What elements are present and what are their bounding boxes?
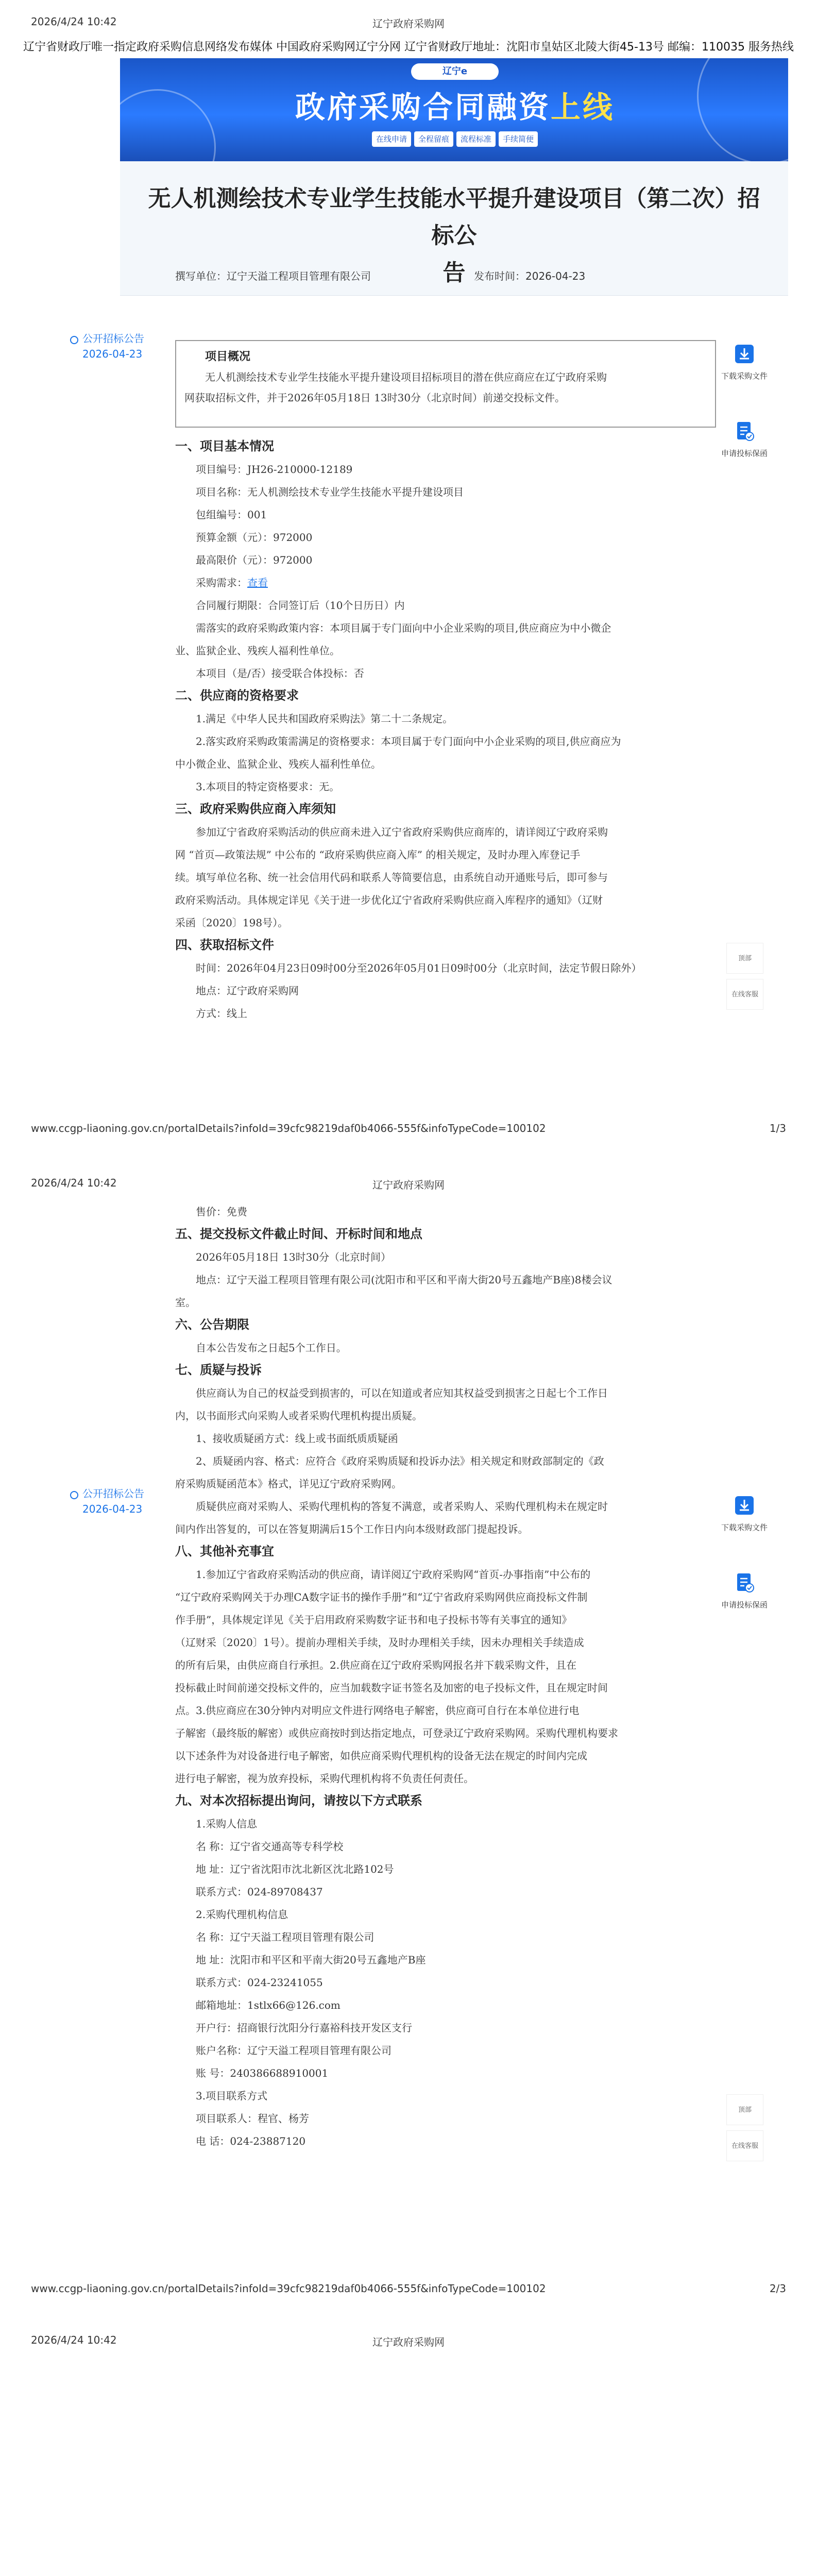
print-header-site: 辽宁政府采购网 — [372, 18, 445, 30]
info-line: 电 话：024-23887120 — [196, 2135, 306, 2147]
guarantee-document-icon — [733, 420, 756, 443]
section-heading: 五、提交投标文件截止时间、开标时间和地点 — [175, 1227, 422, 1241]
info-line: 1.采购人信息 — [196, 1818, 258, 1830]
info-line: 账 号：240386688910001 — [196, 2067, 329, 2079]
overview-text: 无人机测绘技术专业学生技能水平提升建设项目招标项目的潜在供应商应在辽宁政府采购 — [205, 371, 607, 383]
project-overview-box — [175, 340, 716, 428]
online-service-button[interactable]: 在线客服 — [726, 979, 763, 1010]
section-heading: 三、政府采购供应商入库须知 — [175, 802, 336, 816]
sidebar-notice-type[interactable]: 公开招标公告 — [82, 1487, 144, 1500]
info-line: 以下述条件为对设备进行电子解密，如供应商采购代理机构的设备无法在规定的时间内完成 — [175, 1750, 587, 1762]
info-line: 邮箱地址：1stlx66@126.com — [196, 1999, 341, 2011]
print-header-site: 辽宁政府采购网 — [372, 2336, 445, 2348]
sidebar-notice-date: 2026-04-23 — [82, 348, 143, 360]
info-line: 点。3.供应商应在30分钟内对明应文件进行网络电子解密，供应商可自行在本单位进行电 — [175, 1704, 580, 1717]
info-line: 地 址：沈阳市和平区和平南大街20号五鑫地产B座 — [196, 1954, 426, 1966]
info-line: 3.项目联系方式 — [196, 2090, 268, 2102]
info-line: 需落实的政府采购政策内容：本项目属于专门面向中小企业采购的项目,供应商应为中小微企 — [196, 622, 611, 634]
section-heading: 九、对本次招标提出询问，请按以下方式联系 — [175, 1794, 422, 1808]
section-heading: 一、项目基本情况 — [175, 439, 274, 453]
info-line: 中小微企业、监狱企业、残疾人福利性单位。 — [175, 758, 381, 770]
info-line: （辽财采〔2020〕1号）。提前办理相关手续，及时办理相关手续，因未办理相关手续造成 — [175, 1636, 584, 1649]
print-header-date: 2026/4/24 10:42 — [31, 2334, 117, 2346]
print-header-site: 辽宁政府采购网 — [372, 1179, 445, 1191]
info-line: 联系方式：024-23241055 — [196, 1976, 323, 1989]
info-line: 3.本项目的特定资格要求：无。 — [196, 781, 340, 793]
view-requirements-link[interactable]: 查看 — [247, 577, 268, 589]
info-line: 地点：辽宁政府采购网 — [196, 985, 299, 997]
info-line: 质疑供应商对采购人、采购代理机构的答复不满意，或者采购人、采购代理机构未在规定时 — [196, 1500, 608, 1513]
info-line: 进行电子解密，视为放弃投标，采购代理机构将不负责任何责任。 — [175, 1772, 474, 1785]
article-title: 无人机测绘技术专业学生技能水平提升建设项目（第二次）招标公 告 — [148, 185, 760, 286]
info-line: 1.满足《中华人民共和国政府采购法》第二十二条规定。 — [196, 713, 453, 725]
print-footer-url: www.ccgp-liaoning.gov.cn/portalDetails?infoId=39cfc98219daf0b4066-555f&infoTypeCode=100102 — [31, 2282, 546, 2295]
info-line: 府采购质疑函范本》格式，详见辽宁政府采购网。 — [175, 1478, 402, 1490]
section-heading: 四、获取招标文件 — [175, 938, 274, 952]
info-line: 地点：辽宁天溢工程项目管理有限公司(沈阳市和平区和平南大街20号五鑫地产B座)8楼会议 — [196, 1274, 612, 1286]
info-line: 项目编号：JH26-210000-12189 — [196, 463, 353, 476]
online-service-button[interactable]: 在线客服 — [726, 2130, 763, 2161]
section-heading: 二、供应商的资格要求 — [175, 689, 299, 703]
overview-heading: 项目概况 — [205, 350, 251, 363]
banner-pill: 在线申请 — [372, 131, 411, 147]
section-heading: 六、公告期限 — [175, 1318, 249, 1332]
info-line: 投标截止时间前递交投标文件的，应当加载数字证书签名及加密的电子投标文件，且在规定时间 — [175, 1682, 608, 1694]
section-1 — [175, 435, 719, 1025]
info-line: 政府采购活动。具体规定详见《关于进一步优化辽宁省政府采购供应商入库程序的通知》（辽财 — [175, 894, 603, 906]
section-heading: 八、其他补充事宜 — [175, 1545, 274, 1558]
info-line: 名 称：辽宁省交通高等专科学校 — [196, 1840, 344, 1853]
info-line: 地 址：辽宁省沈阳市沈北新区沈北路102号 — [196, 1863, 394, 1875]
info-line: 2.落实政府采购政策需满足的资格要求：本项目属于专门面向中小企业采购的项目,供应商应为 — [196, 735, 621, 748]
banner-pills — [347, 131, 563, 147]
info-line: 续。填写单位名称、统一社会信用代码和联系人等简要信息，由系统自动开通账号后，即可参与 — [175, 871, 608, 884]
info-line: 网 “首页—政策法规” 中公布的 “政府采购供应商入库” 的相关规定，及时办理入库登记手 — [175, 849, 581, 861]
timeline-dot-icon — [70, 1491, 78, 1499]
info-line: 内，以书面形式向采购人或者采购代理机构提出质疑。 — [175, 1410, 422, 1422]
info-line: 1、接收质疑函方式：线上或书面纸质质疑函 — [196, 1432, 398, 1445]
banner-pill: 流程标准 — [456, 131, 496, 147]
info-line: 时间：2026年04月23日09时00分至2026年05月01日09时00分（北京时间，法定节假日除外） — [196, 962, 642, 974]
banner-pill: 全程留痕 — [414, 131, 453, 147]
info-line: 供应商认为自己的权益受到损害的，可以在知道或者应知其权益受到损害之日起七个工作日 — [196, 1387, 608, 1399]
print-footer-page: 1/3 — [769, 1122, 786, 1134]
marquee-notice: 辽宁省财政厅唯一指定政府采购信息网络发布媒体 中国政府采购网辽宁分网 辽宁省财政厅地址：沈阳市皇姑区北陵大街45-13号 邮编：110035 服务热线 — [23, 41, 794, 54]
info-line: 2026年05月18日 13时30分（北京时间） — [196, 1251, 392, 1263]
download-icon — [733, 343, 756, 365]
print-footer-url: www.ccgp-liaoning.gov.cn/portalDetails?infoId=39cfc98219daf0b4066-555f&infoTypeCode=100102 — [31, 1122, 546, 1134]
guarantee-document-icon — [733, 1571, 756, 1594]
info-line: 采购需求：查看 — [196, 577, 268, 589]
info-line: 合同履行期限：合同签订后（10个日历日）内 — [196, 599, 405, 612]
info-line: 1.参加辽宁省政府采购活动的供应商，请详阅辽宁政府采购网“首页-办事指南”中公布的 — [196, 1568, 591, 1581]
info-line: 本项目（是/否）接受联合体投标：否 — [196, 667, 364, 680]
sidebar-notice-date: 2026-04-23 — [82, 1503, 143, 1515]
info-line: 开户行：招商银行沈阳分行嘉裕科技开发区支行 — [196, 2022, 412, 2034]
info-line: “辽宁政府采购网关于办理CA数字证书的操作手册”和“辽宁省政府采购网供应商投标文件制 — [175, 1591, 588, 1603]
info-line: 2.采购代理机构信息 — [196, 1908, 288, 1921]
timeline-dot-icon — [70, 336, 78, 344]
banner-tag: 辽宁e — [411, 63, 499, 80]
info-line: 作手册”，具体规定详见《关于启用政府采购数字证书和电子投标书等有关事宜的通知》 — [175, 1614, 572, 1626]
info-line: 子解密（最终版的解密）或供应商按时到达指定地点，可登录辽宁政府采购网。采购代理机构要求 — [175, 1727, 618, 1739]
info-line: 参加辽宁省政府采购活动的供应商未进入辽宁省政府采购供应商库的，请详阅辽宁政府采购 — [196, 826, 608, 838]
sidebar-notice-type[interactable]: 公开招标公告 — [82, 332, 144, 345]
info-line: 联系方式：024-89708437 — [196, 1886, 323, 1898]
banner-decor-ring — [120, 89, 216, 161]
print-footer-page: 2/3 — [769, 2282, 786, 2295]
info-line: 售价：免费 — [196, 1206, 247, 1218]
info-line: 业、监狱企业、残疾人福利性单位。 — [175, 645, 340, 657]
article-author: 撰写单位：辽宁天溢工程项目管理有限公司 — [175, 270, 371, 282]
download-file-button[interactable]: 下载采购文件 — [719, 1494, 770, 1533]
info-line: 最高限价（元）：972000 — [196, 554, 313, 566]
info-line: 方式：线上 — [196, 1007, 247, 1020]
download-file-button[interactable]: 下载采购文件 — [719, 343, 770, 381]
info-line: 采函〔2020〕198号）。 — [175, 917, 288, 929]
back-to-top-button[interactable]: 顶部 — [726, 943, 763, 974]
back-to-top-button[interactable]: 顶部 — [726, 2094, 763, 2125]
section-continued — [175, 1200, 719, 2153]
info-line: 2、质疑函内容、格式：应符合《政府采购质疑和投诉办法》相关规定和财政部制定的《政 — [196, 1455, 604, 1467]
apply-bid-guarantee-button[interactable]: 申请投标保函 — [719, 1571, 770, 1610]
info-line: 项目名称：无人机测绘技术专业学生技能水平提升建设项目 — [196, 486, 464, 498]
overview-text: 网获取招标文件，并于2026年05月18日 13时30分（北京时间）前递交投标文件。 — [184, 392, 566, 404]
info-line: 预算金额（元）：972000 — [196, 531, 313, 544]
print-header-date: 2026/4/24 10:42 — [31, 1177, 117, 1189]
banner-pill: 手续简便 — [499, 131, 538, 147]
info-line: 名 称：辽宁天溢工程项目管理有限公司 — [196, 1931, 375, 1943]
info-line: 间内作出答复的，可以在答复期满后15个工作日内向本级财政部门提起投诉。 — [175, 1523, 529, 1535]
banner-headline: 政府采购合同融资上线 — [295, 90, 615, 125]
section-heading: 七、质疑与投诉 — [175, 1363, 262, 1377]
promo-banner[interactable] — [120, 58, 788, 161]
apply-bid-guarantee-button[interactable]: 申请投标保函 — [719, 420, 770, 459]
info-line: 的所有后果，由供应商自行承担。2.供应商在辽宁政府采购网报名并下载采购文件，且在 — [175, 1659, 577, 1671]
print-header-date: 2026/4/24 10:42 — [31, 15, 117, 28]
info-line: 自本公告发布之日起5个工作日。 — [196, 1342, 347, 1354]
info-line: 包组编号：001 — [196, 509, 267, 521]
info-line: 账户名称：辽宁天溢工程项目管理有限公司 — [196, 2044, 392, 2057]
download-icon — [733, 1494, 756, 1517]
info-line: 项目联系人：程官、杨芳 — [196, 2112, 309, 2125]
article-publish-time: 发布时间：2026-04-23 — [474, 270, 586, 282]
info-line: 室。 — [175, 1296, 196, 1309]
banner-decor-ring — [697, 58, 788, 161]
